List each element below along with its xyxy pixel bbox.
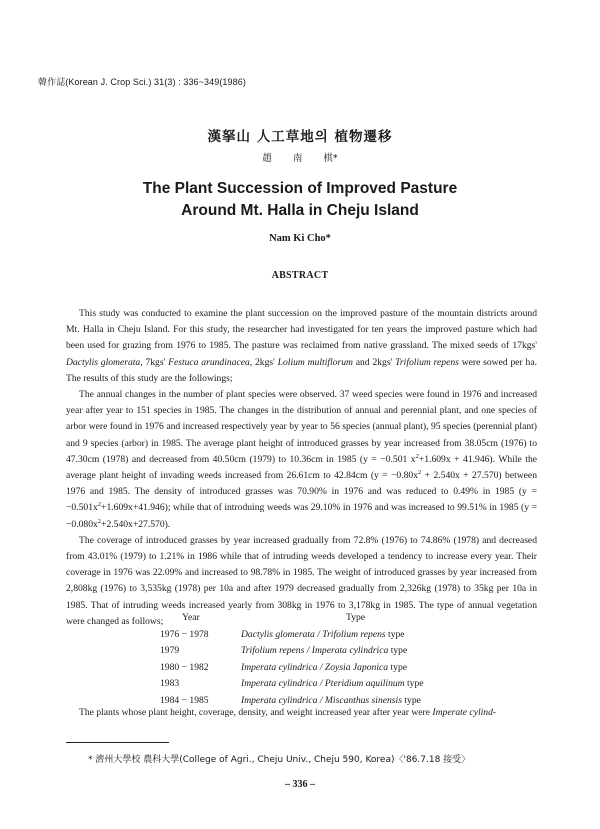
vegetation-type-name: Imperata cylindrica / Zoysia Japonica [241,661,389,673]
page-number: – 336 – [285,779,315,790]
table-cell-year: 1976 − 1978 [160,628,209,640]
superscript: 2 [415,452,419,460]
type-suffix: type [390,661,408,673]
type-column-header: Type [346,612,366,623]
species-name: Trifolium repens [395,356,459,368]
english-title-line-2: Around Mt. Halla in Cheju Island [181,202,419,219]
table-cell-type [241,695,421,706]
table-cell-year: 1979 [160,645,180,656]
table-cell-year: 1980 − 1982 [160,661,209,673]
vegetation-type-table [0,612,600,711]
english-title-line-1: The Plant Succession of Improved Pasture [142,180,458,197]
korean-title: 漢拏山 人工草地의 植物遷移 [207,129,393,145]
text-run: The plants whose plant height, coverage, density, and weight increased year after year were [79,707,433,718]
abstract-body [66,306,537,630]
vegetation-type-name: Dactylis glomerata / Trifolium repens [241,628,386,640]
table-cell-type [241,645,407,656]
table-cell-year: 1984 − 1985 [160,694,209,706]
text-run: and 2kgs' [352,356,396,368]
closing-paragraph [66,707,537,718]
text-run: +1.609x+41.946); while that of introduing weeds was 29.10% in 1976 and was increased to 99.51% in 1985 (y = −0.080x [66,502,537,530]
korean-author: 趙 南 棋* [262,153,338,164]
abstract-paragraph-2 [66,387,537,533]
species-name: Lolium multiflorum [277,356,353,368]
type-suffix: type [388,628,405,640]
table-cell-type [241,629,405,640]
abstract-paragraph-1 [66,306,537,387]
text-run: +2.540x+27.570). [101,518,171,530]
table-cell-type [241,662,407,673]
table-cell-year: 1983 [160,678,180,689]
superscript: 2 [97,501,102,509]
english-author: Nam Ki Cho* [269,233,331,244]
vegetation-type-name: Imperata cylindrica / Pteridium aquilinum [241,678,405,689]
text-run: This study was conducted to examine the plant succession on the improved pasture of the mountain districts around Mt. Halla in Cheju Island. For this study, the researcher had investigated for ten years the improved pasture which had been used for grazing from 1976 to 1985. The pasture was reclaimed from native grassland. The mixed seeds of 17kgs' [66,308,537,352]
superscript: 2 [97,517,102,525]
species-name: Dactylis glomerata [66,356,141,368]
text-run: + 2.540x + 27.570) between 1976 and 1985. The density of introduced grasses was 70.90% in 1976 and was reduced to 0.49% in 1985 (y = −0.501x [66,470,537,514]
year-column-header: Year [182,612,200,623]
text-run: +1.609x + 41.946). While the average plant height of invading weeds increased from 26.61cm to 42.84cm (y = −0.80x [66,453,537,482]
journal-citation: 韓作誌(Korean J. Crop Sci.) 31(3) : 336~349(1986) [38,77,246,87]
table-row [0,678,600,695]
superscript: 2 [418,468,422,476]
text-run: , 7kgs' [140,356,169,368]
abstract-paragraph-3: The coverage of introduced grasses by year increased gradually from 72.8% (1976) to 74.86% (1978) and decreased from 43.01% (1979) to 1.21% in 1986 while that of intruding weeds developed a tendency to increase every year. Their coverage in 1976 was 22.09% and increased to 98.78% in 1985. The weight of introduced grasses by year increased from 2,808kg (1976) to 3,535kg (1978) per 10a and after 1979 decreased gradually from 2,326kg (1978) to 35kg per 10a in 1985. That of intruding weeds increased yearly from 308kg in 1976 to 3,178kg in 1985. The type of annual vegetation were changed as follows; [66,534,537,627]
vegetation-type-name: Imperata cylindrica / Miscanthus sinensis [241,694,402,706]
text-run: were sowed per ha. The results of this study are the followings; [66,356,537,384]
text-run: , 2kgs' [249,356,278,368]
table-row [0,629,600,646]
vegetation-type-name: Trifolium repens / Imperata cylindrica [241,645,389,656]
abstract-heading: ABSTRACT [271,270,329,281]
footnote-divider [66,742,169,743]
table-cell-type [241,678,424,689]
table-row [0,662,600,679]
species-name: Imperate cylind- [432,707,497,718]
text-run: The annual changes in the number of plant species were observed. 37 weed species were found in 1976 and increased year after year to 151 species in 1985. The changes in the distribution of annual and perennial plant, and one species of arbor were found in 1976 and increased respectively year by year to 56 species (annual plant), 95 species (perennial plant) and 9 species (arbor) in 1985. The average plant height of introduced grasses by year increased from 38.05cm (1976) to 47.30cm (1978) and decreased from 40.50cm (1979) to 10.36cm in 1985 (y = −0.501 x [66,389,537,465]
species-name: Festuca arundinacea [168,356,250,368]
table-header-row [0,612,600,629]
footnote: * 濟州大學校 農科大學(College of Agri., Cheju Univ., Cheju 590, Korea)〈'86.7.18 接受〉 [88,755,471,765]
type-suffix: type [407,678,424,689]
type-suffix: type [404,694,421,706]
table-row [0,645,600,662]
english-title [0,178,600,222]
type-suffix: type [390,645,408,656]
